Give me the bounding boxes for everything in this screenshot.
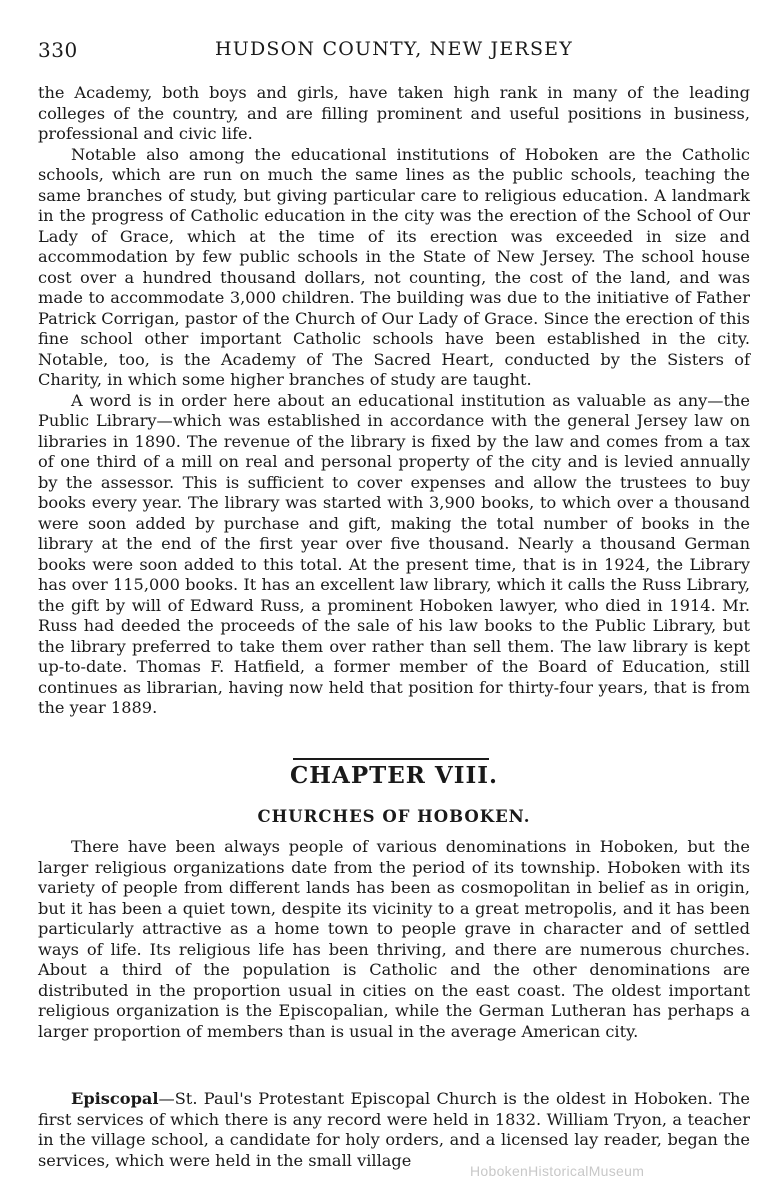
section-episcopal: [38, 1089, 750, 1171]
section-education: [38, 83, 750, 719]
episcopal-heading: Episcopal: [71, 1089, 159, 1108]
paragraph-academy-continued: the Academy, both boys and girls, have taken high rank in many of the leading colleges of the country, and are filling prominent and useful positions in business, professional and civic life.: [38, 83, 750, 143]
running-head: [38, 38, 750, 64]
paragraph-episcopal: [38, 1089, 750, 1171]
museum-watermark: HobokenHistoricalMuseum: [470, 1163, 645, 1179]
section-churches-intro: [38, 837, 750, 1042]
paragraph-churches-intro: There have been always people of various denominations in Hoboken, but the larger religious organizations date from the period of its township. Hoboken with its variety of people from different lands has been as cosmopolitan in belief as in origin, but it has been a quiet town, despite its vicinity to a great metropolis, and it has been particularly attractive as a home town to people grave in character and of settled ways of life. Its religious life has been thriving, and there are numerous churches. About a third of the population is Catholic and the other denominations are distributed in the proportion usual in cities on the east coast. The oldest important religious organization is the Episcopalian, while the German Lutheran has perhaps a larger proportion of members than is usual in the average American city.: [38, 837, 750, 1041]
paragraph-catholic-schools: Notable also among the educational institutions of Hoboken are the Catholic schools, which are run on much the same lines as the public schools, teaching the same branches of study, but giving particular care to religious education. A landmark in the progress of Catholic education in the city was the erection of the School of Our Lady of Grace, which at the time of its erection was exceeded in size and accommodation by few public schools in the State of New Jersey. The school house cost over a hundred thousand dollars, not counting, the cost of the land, and was made to accommodate 3,000 children. The building was due to the initiative of Father Patrick Corrigan, pastor of the Church of Our Lady of Grace. Since the erection of this fine school other important Catholic schools have been established in the city. Notable, too, is the Academy of The Sacred Heart, conducted by the Sisters of Charity, in which some higher branches of study are taught.: [38, 144, 750, 389]
chapter-title: CHURCHES OF HOBOKEN.: [257, 807, 531, 826]
episcopal-text: —St. Paul's Protestant Episcopal Church is the oldest in Hoboken. The first services of which there is any record were held in 1832. William Tryon, a teacher in the village school, a candidate for holy orders, and a licensed lay reader, began the services, which were held in the small village: [38, 1089, 750, 1170]
chapter-number: CHAPTER VIII.: [289, 762, 499, 789]
book-title: HUDSON COUNTY, NEW JERSEY: [215, 38, 573, 60]
page-number: 330: [38, 38, 78, 62]
paragraph-public-library: A word is in order here about an educational institution as valuable as any—the Public Library—which was established in accordance with the general Jersey law on libraries in 1890. The revenue of the library is fixed by the law and comes from a tax of one third of a mill on real and personal property of the city and is levied annually by the assessor. This is sufficient to cover expenses and allow the trustees to buy books every year. The library was started with 3,900 books, to which over a thousand were soon added by purchase and gift, making the total number of books in the library at the end of the first year over five thousand. Nearly a thousand German books were soon added to this total. At the present time, that is in 1924, the Library has over 115,000 books. It has an excellent law library, which it calls the Russ Library, the gift by will of Edward Russ, a prominent Hoboken lawyer, who died in 1914. Mr. Russ had deeded the proceeds of the sale of his law books to the Public Library, but the library preferred to take them over rather than sell them. The law library is kept up-to-date. Thomas F. Hatfield, a former member of the Board of Education, still continues as librarian, having now held that position for thirty-four years, that is from the year 1889.: [38, 390, 750, 717]
chapter-divider: [293, 758, 489, 760]
